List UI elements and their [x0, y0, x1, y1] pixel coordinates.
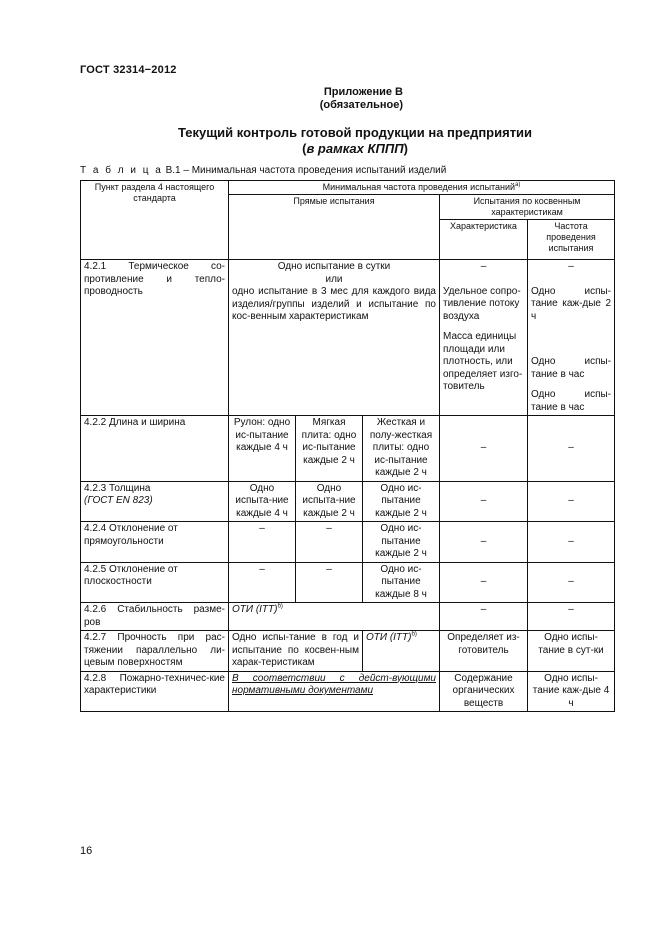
row-characteristic: – — [440, 416, 528, 482]
row-frequency: – — [528, 603, 615, 631]
row-direct: Одно испы-тание в год и испытание по косвен-ным харак-теристикам — [229, 631, 363, 672]
row-direct: ОТИ (ITT)$^{б)}$ — [229, 603, 440, 631]
row-direct: Одно испытание в сутки или одно испытание в 3 мес для каждого вида изделия/группы изделий и испытание по кос-венным характеристикам — [229, 260, 440, 416]
row-frequency: – — [528, 562, 615, 603]
row-direct-soft-board: – — [296, 562, 363, 603]
page-number: 16 — [80, 845, 93, 857]
header-indirect-tests: Испытания по косвенным характеристикам — [440, 195, 615, 220]
table-caption-prefix: Т а б л и ц а — [80, 165, 163, 176]
table-row — [81, 481, 615, 522]
row-direct-soft-board: Мягкая плита: одно ис-пытание каждые 2 ч — [296, 416, 363, 482]
row-direct-rigid-board: Одно ис-пытание каждые 2 ч — [363, 522, 440, 563]
row-direct-soft-board: – — [296, 522, 363, 563]
test-frequency-table — [80, 180, 615, 712]
row-frequency: Одно испы-тание в сут-ки — [528, 631, 615, 672]
row-characteristic: Определяет из-готовитель — [440, 631, 528, 672]
table-row — [81, 603, 615, 631]
row-direct-rigid-board: Одно ис-пытание каждые 2 ч — [363, 481, 440, 522]
row-direct: В соответствии с дейст-вующими нормативными документами — [229, 671, 440, 712]
header-min-frequency: Минимальная частота проведения испытаний$^{а)}$ — [229, 181, 615, 195]
row-item: 4.2.6 Стабильность разме-ров — [81, 603, 229, 631]
row-item: 4.2.4 Отклонение от прямоугольности — [81, 522, 229, 563]
row-direct-rigid-board: Одно ис-пытание каждые 8 ч — [363, 562, 440, 603]
row-direct-roll: Рулон: одно ис-пытание каждые 4 ч — [229, 416, 296, 482]
row-item: 4.2.3 Толщина (ГОСТ EN 823) — [81, 481, 229, 522]
row-item: 4.2.2 Длина и ширина — [81, 416, 229, 482]
table-row — [81, 671, 615, 712]
appendix-title: Приложение В — [323, 86, 403, 98]
row-characteristic: – — [440, 562, 528, 603]
row-item: 4.2.1 Термическое со-противление и тепло-проводность — [81, 260, 229, 416]
row-direct-rigid-board: Жесткая и полу-жесткая плиты: одно ис-пытание каждые 2 ч — [363, 416, 440, 482]
row-characteristic: Содержание органических веществ — [440, 671, 528, 712]
row-item: 4.2.5 Отклонение от плоскостности — [81, 562, 229, 603]
row-item: 4.2.8 Пожарно-техничес-кие характеристики — [81, 671, 229, 712]
document-header: ГОСТ 32314−2012 — [80, 64, 177, 76]
row-direct-roll: Одно испыта-ние каждые 4 ч — [229, 481, 296, 522]
appendix-heading — [0, 86, 661, 112]
table-caption-text: В.1 – Минимальная частота проведения испытаний изделий — [165, 165, 447, 176]
row-frequency: – — [528, 481, 615, 522]
section-title-line1: Текущий контроль готовой продукции на предприятии — [177, 125, 533, 140]
table-row — [81, 631, 615, 672]
table-header-row — [81, 181, 615, 195]
row-item: 4.2.7 Прочность при рас-тяжении параллельно ли-цевым поверхностям — [81, 631, 229, 672]
row-direct-itt: ОТИ (ITT)$^{б)}$ — [363, 631, 440, 672]
table-row — [81, 562, 615, 603]
appendix-status: (обязательное) — [319, 99, 403, 111]
header-characteristic: Характеристика — [440, 220, 528, 260]
row-frequency: – — [528, 522, 615, 563]
table-row — [81, 416, 615, 482]
row-characteristic: – — [440, 522, 528, 563]
table-row — [81, 522, 615, 563]
header-clause: Пункт раздела 4 настоящего стандарта — [81, 181, 229, 260]
header-direct-tests: Прямые испытания — [229, 195, 440, 260]
row-characteristic: – Удельное сопро-тивление потоку воздуха Масса единицы площади или плотность, или определяет изго-товитель — [440, 260, 528, 416]
row-frequency: – Одно испы-тание каж-дые 2 ч Одно испы-тание в час Одно испы-тание в час — [528, 260, 615, 416]
table-row — [81, 260, 615, 416]
row-direct-roll: – — [229, 522, 296, 563]
row-frequency: Одно испы-тание каж-дые 4 ч — [528, 671, 615, 712]
row-frequency: – — [528, 416, 615, 482]
header-test-frequency: Частота проведения испытания — [528, 220, 615, 260]
section-title — [130, 125, 580, 157]
row-direct-roll: – — [229, 562, 296, 603]
row-direct-soft-board: Одно испыта-ние каждые 2 ч — [296, 481, 363, 522]
table-caption — [80, 165, 446, 176]
row-characteristic: – — [440, 603, 528, 631]
section-title-italic: в рамках КППП — [306, 141, 404, 156]
row-characteristic: – — [440, 481, 528, 522]
section-title-line2: (в рамках КППП) — [302, 141, 408, 156]
